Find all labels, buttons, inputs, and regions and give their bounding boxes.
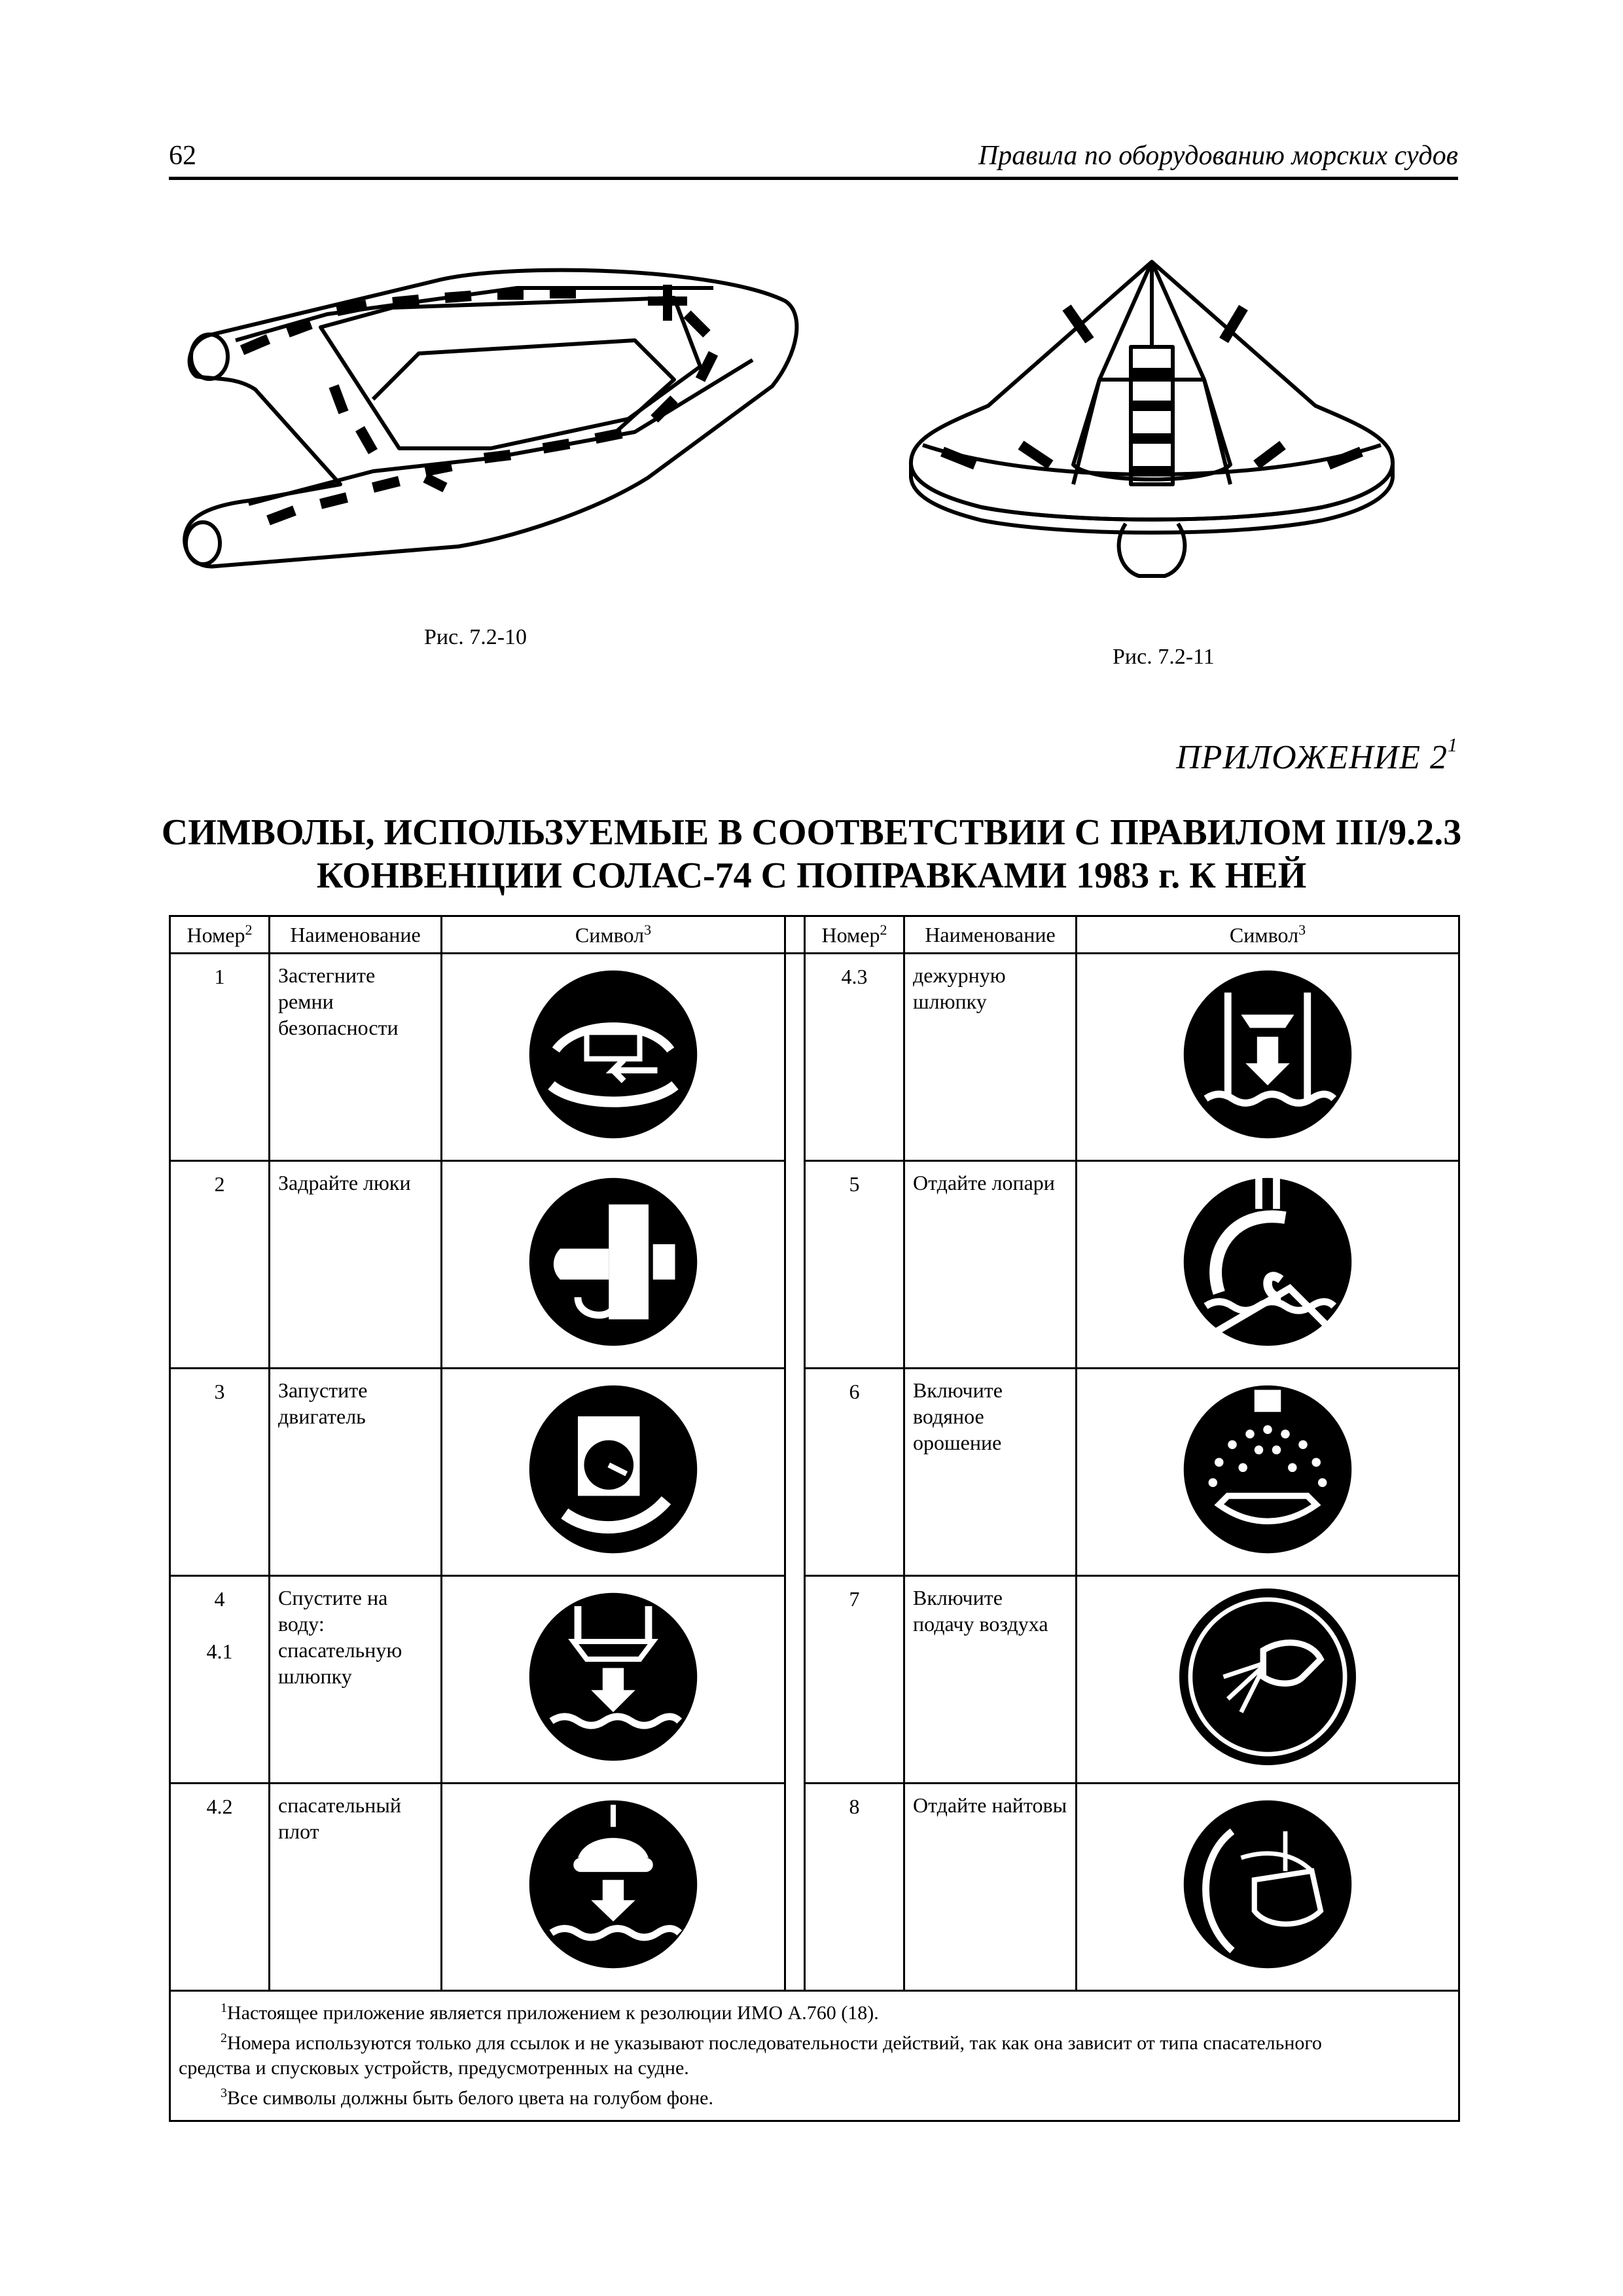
footnotes: [170, 1991, 1459, 2121]
header-number-sup: 2: [245, 922, 253, 939]
footnote-2-ref: 2: [221, 2031, 227, 2045]
symbols-table: [169, 915, 1460, 2122]
table-row: [170, 1784, 1459, 1991]
column-gap: [785, 1784, 805, 1991]
row-number: 1: [170, 954, 270, 1161]
row-name: Включите водяное орошение: [904, 1369, 1077, 1576]
running-title: Правила по оборудованию морских судов: [978, 141, 1458, 171]
header-symbol: [1077, 916, 1459, 954]
rescue-boat-launch-icon: [1077, 954, 1459, 1161]
table-row: [170, 1369, 1459, 1576]
footnote-2: [179, 2026, 1452, 2056]
row-number: 4.2: [170, 1784, 270, 1991]
air-supply-icon: [1077, 1576, 1459, 1784]
page-number: 62: [169, 141, 196, 171]
lifeboat-launch-icon: [442, 1576, 785, 1784]
liferaft-launch-icon: [442, 1784, 785, 1991]
row-number: [170, 1576, 270, 1784]
water-spray-icon: [1077, 1369, 1459, 1576]
footnotes-row: [170, 1991, 1459, 2121]
header-number-sup: 2: [880, 922, 887, 939]
row-number: 4.3: [805, 954, 904, 1161]
appendix-footnote-ref: 1: [1448, 734, 1458, 756]
open-liferaft-figure: [177, 262, 805, 615]
row-name: Включите подачу воздуха: [904, 1576, 1077, 1784]
column-gap: [785, 1369, 805, 1576]
header-symbol: [442, 916, 785, 954]
seat-belt-icon: [442, 954, 785, 1161]
footnote-2-continuation: средства и спусковых устройств, предусмотренных на судне.: [179, 2057, 689, 2079]
header-rule: [169, 177, 1458, 180]
row-name: Застегните ремни безопасности: [270, 954, 442, 1161]
footnote-2-text: Номера используются только для ссылок и не указывают последовательности действий, так как она зависит от типа спасательного: [227, 2032, 1322, 2054]
figure-caption-7-2-10: Рис. 7.2-10: [424, 625, 527, 649]
secure-hatches-icon: [442, 1161, 785, 1369]
header-symbol-text: Символ: [575, 923, 645, 947]
row-number: 3: [170, 1369, 270, 1576]
column-gap: [785, 1161, 805, 1369]
row-name: Спустите на воду: спасательную шлюпку: [270, 1576, 442, 1784]
column-gap: [785, 916, 805, 954]
row-number: 6: [805, 1369, 904, 1576]
header-symbol-text: Символ: [1229, 923, 1299, 947]
row-name: Отдайте найтовы: [904, 1784, 1077, 1991]
figure-caption-7-2-11: Рис. 7.2-11: [1113, 645, 1215, 669]
row-name: дежурную шлюпку: [904, 954, 1077, 1161]
footnote-3-text: Все символы должны быть белого цвета на голубом фоне.: [227, 2087, 713, 2109]
footnote-1-ref: 1: [221, 2001, 227, 2015]
header-number-text: Номер: [821, 923, 880, 947]
row-number: 2: [170, 1161, 270, 1369]
header-symbol-sup: 3: [1298, 922, 1306, 939]
table-row: [170, 1161, 1459, 1369]
row-name: Отдайте лопари: [904, 1161, 1077, 1369]
column-gap: [785, 954, 805, 1161]
row-name: Задрайте люки: [270, 1161, 442, 1369]
header-name: Наименование: [270, 916, 442, 954]
header-number: [805, 916, 904, 954]
row-number-primary: 4: [214, 1587, 225, 1611]
release-gripes-icon: [1077, 1784, 1459, 1991]
footnote-1: [179, 1996, 1452, 2026]
appendix-title-line1: СИМВОЛЫ, ИСПОЛЬЗУЕМЫЕ В СООТВЕТСТВИИ С ПРАВИЛОМ III/9.2.3: [161, 812, 1462, 853]
row-number-secondary: 4.1: [206, 1640, 233, 1663]
column-gap: [785, 1576, 805, 1784]
footnote-1-text: Настоящее приложение является приложением к резолюции ИМО A.760 (18).: [227, 2002, 879, 2024]
table-row: [170, 954, 1459, 1161]
footnote-3-ref: 3: [221, 2086, 227, 2100]
header-symbol-sup: 3: [644, 922, 652, 939]
start-engine-icon: [442, 1369, 785, 1576]
header-name: Наименование: [904, 916, 1077, 954]
appendix-label-text: ПРИЛОЖЕНИЕ 2: [1176, 739, 1448, 776]
footnote-3: [179, 2081, 1452, 2111]
row-number: 7: [805, 1576, 904, 1784]
row-number: 5: [805, 1161, 904, 1369]
header-number: [170, 916, 270, 954]
table-header-row: [170, 916, 1459, 954]
row-name: Запустите двигатель: [270, 1369, 442, 1576]
appendix-title-line2: КОНВЕНЦИИ СОЛАС-74 С ПОПРАВКАМИ 1983 г. К НЕЙ: [316, 855, 1307, 896]
canopied-liferaft-figure: [903, 249, 1400, 628]
row-number: 8: [805, 1784, 904, 1991]
header-number-text: Номер: [187, 923, 245, 947]
row-name: спасательный плот: [270, 1784, 442, 1991]
appendix-label: [1176, 734, 1458, 777]
table-row: [170, 1576, 1459, 1784]
release-falls-icon: [1077, 1161, 1459, 1369]
